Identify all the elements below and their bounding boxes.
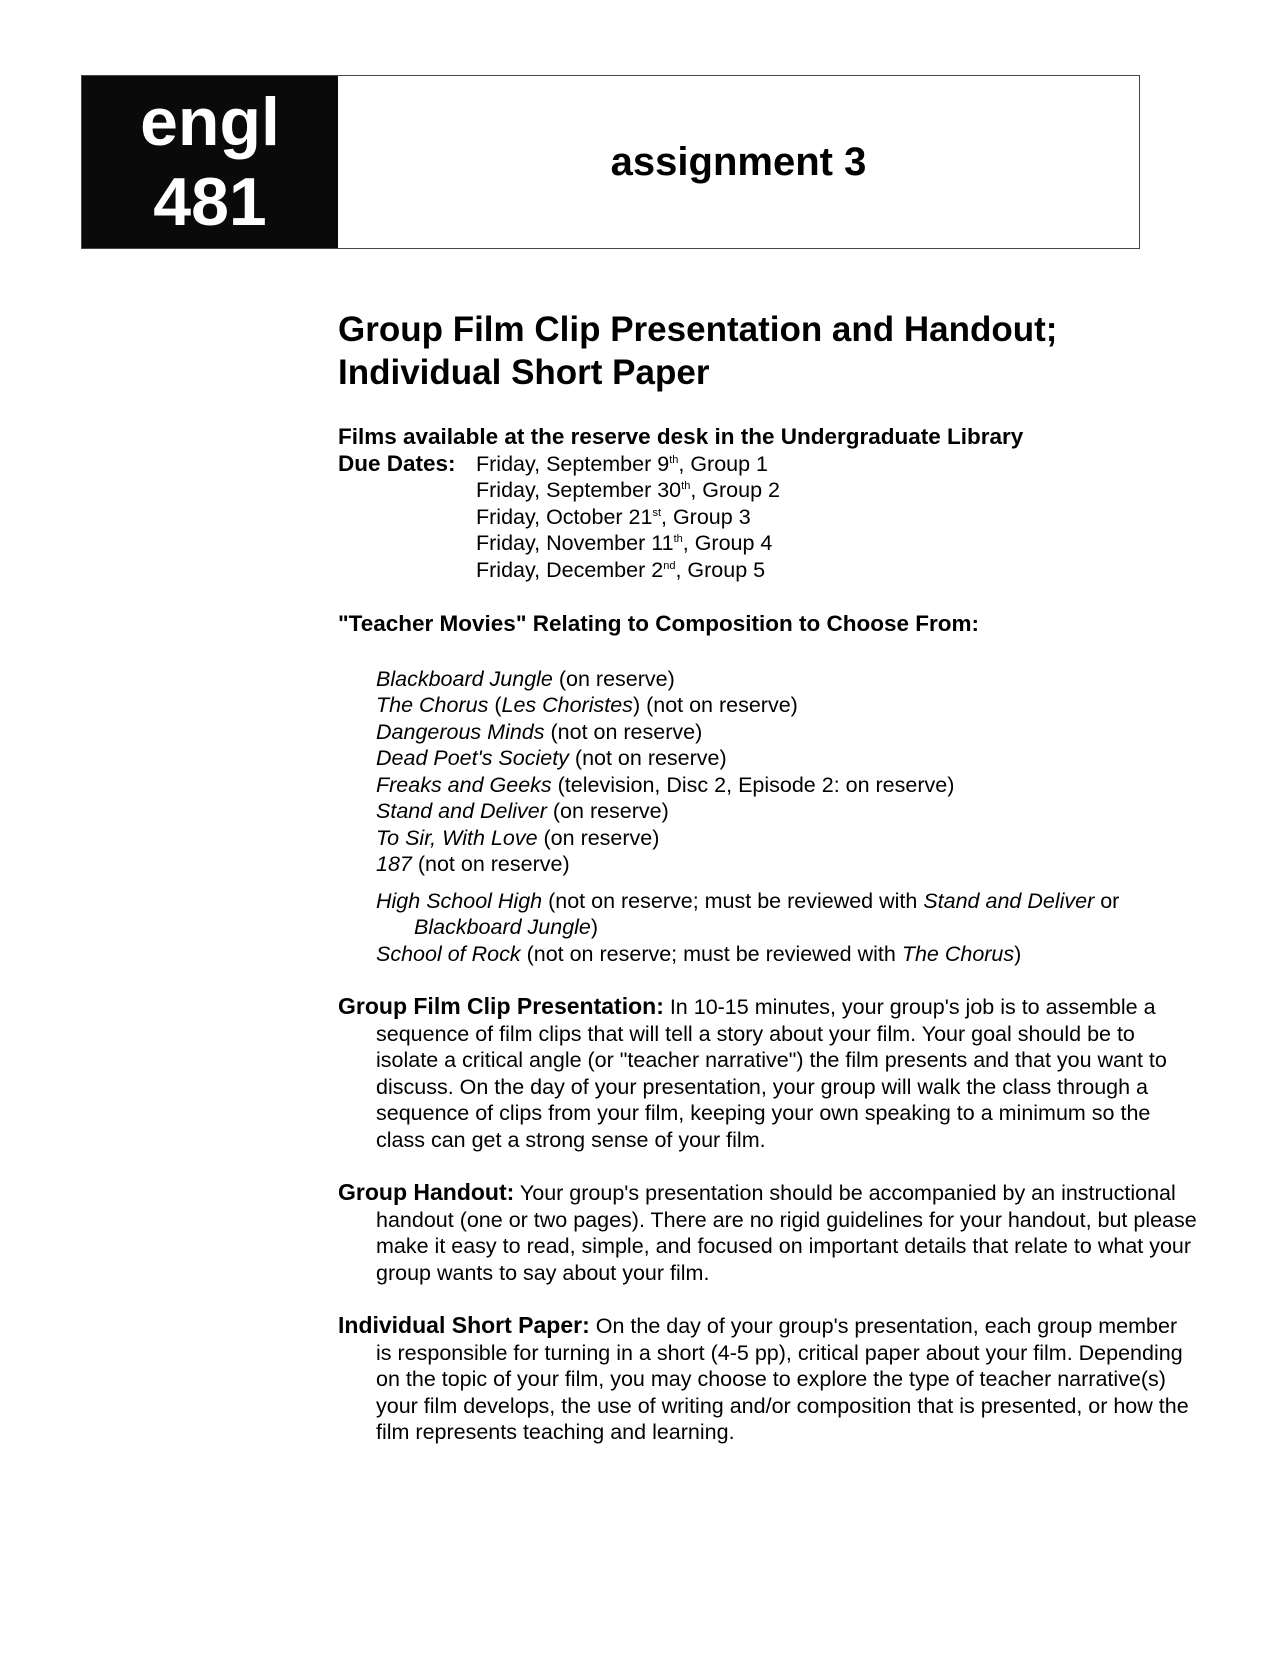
section-heading: Individual Short Paper: (338, 1312, 590, 1338)
movie-item: The Chorus (Les Choristes) (not on reserve) (376, 693, 798, 717)
due-date-item: Friday, September 9th, Group 1 (476, 451, 769, 476)
due-dates (338, 451, 1198, 584)
films-availability-note: Films available at the reserve desk in the Undergraduate Library (338, 424, 1024, 449)
due-date-item: Friday, December 2nd, Group 5 (476, 557, 766, 582)
due-date-item: Friday, September 30th, Group 2 (476, 478, 780, 502)
course-code-block (82, 76, 338, 248)
movie-item: Stand and Deliver (on reserve) (376, 799, 669, 823)
section-text: On the day of your group's presentation, each group member is responsible for turning in a short (4-5 pp), critical paper about your film. Depending on the topic of your film, you may choose to explore the type of teacher narrative(s) your film develops, the use of writing and/or composition that is presented, or how the film represents teaching and learning. (376, 1314, 1189, 1444)
movie-list (376, 666, 1198, 968)
due-date-item: Friday, November 11th, Group 4 (476, 531, 773, 555)
page-title: Group Film Clip Presentation and Handout; Individual Short Paper (338, 310, 1058, 392)
section-heading: Group Handout: (338, 1179, 515, 1205)
movie-item: 187 (not on reserve) (376, 852, 570, 876)
assignment-body (338, 308, 1198, 1467)
due-dates-list (476, 451, 780, 584)
section-text: Your group's presentation should be accompanied by an instructional handout (one or two pages). There are no rigid guidelines for your handout, but please make it easy to read, simple, and focused on important details that relate to what your group wants to say about your film. (376, 1181, 1197, 1285)
movie-item: High School High (not on reserve; must be reviewed with Stand and Deliver or Blackboard Jungle) (376, 888, 1120, 939)
movie-item: Freaks and Geeks (television, Disc 2, Episode 2: on reserve) (376, 772, 955, 797)
due-dates-label: Due Dates: (338, 450, 456, 476)
movies-heading: "Teacher Movies" Relating to Composition to Choose From: (338, 611, 979, 636)
course-subject: engl (140, 84, 280, 160)
course-number: 481 (153, 164, 267, 240)
short-paper-section (338, 1312, 1198, 1446)
movie-item: Dead Poet's Society (not on reserve) (376, 746, 727, 770)
section-text: In 10-15 minutes, your group's job is to assemble a sequence of film clips that will tell a story about your film. Your goal should be to isolate a critical angle (or "teacher narrative") the film presents and that you want to discuss. On the day of your presentation, your group will walk the class through a sequence of clips from your film, keeping your own speaking to a minimum so the class can get a strong sense of your film. (376, 995, 1167, 1152)
movie-item: Dangerous Minds (not on reserve) (376, 719, 703, 744)
movie-item: To Sir, With Love (on reserve) (376, 825, 660, 850)
movie-item: School of Rock (not on reserve; must be reviewed with The Chorus) (376, 941, 1022, 966)
presentation-section (338, 993, 1198, 1153)
section-heading: Group Film Clip Presentation: (338, 993, 664, 1019)
assignment-label: assignment 3 (610, 139, 867, 184)
movie-item: Blackboard Jungle (on reserve) (376, 666, 675, 691)
handout-section (338, 1179, 1198, 1286)
due-date-item: Friday, October 21st, Group 3 (476, 504, 751, 529)
assignment-header (81, 75, 1140, 249)
